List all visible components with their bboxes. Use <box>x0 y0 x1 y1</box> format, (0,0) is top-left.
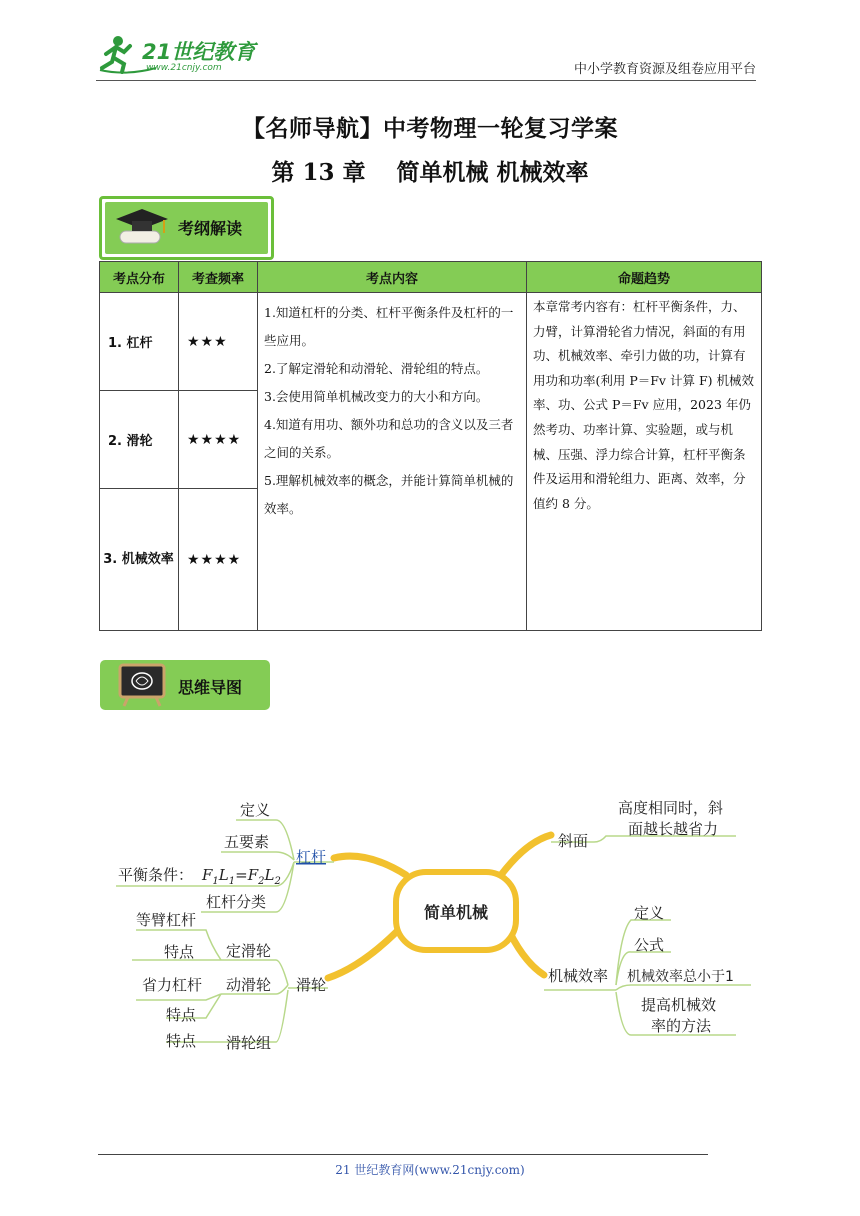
exam-outline-table <box>99 261 762 631</box>
content-item: 3.会使用简单机械改变力的大小和方向。 <box>264 389 489 404</box>
topic-cell: 2. 滑轮 <box>100 391 179 489</box>
content-cell <box>258 293 527 631</box>
logo-url: www.21cnjy.com <box>146 63 222 73</box>
branch-lever <box>334 856 406 875</box>
table-row <box>100 293 762 391</box>
trend-cell: 本章常考内容有：杠杆平衡条件，力、力臂，计算滑轮省力情况，斜面的有用功、机械效率、牵引力做的功，计算有用功和功率(利用 P＝Fv 计算 F) 机械效率、功、公式 P＝Fv 应用，2023 年仍然考功、功率计算、实验题，或与机械、压强、浮力综合计算，杠杆平衡条件及运用和滑轮组力、距离、效率，分值约 8 分。 <box>527 293 762 631</box>
logo-text: 21世纪教育 <box>142 40 256 64</box>
frequency-stars: ★★★★ <box>179 391 258 489</box>
mind-map-diagram <box>96 780 776 1080</box>
incline-line: 高度相同时，斜 <box>618 799 724 817</box>
efficiency-item-improve: 率的方法 <box>651 1017 712 1035</box>
topic-label: 3. 机械效率 <box>103 551 174 567</box>
lever-item-classification: 杠杆分类 <box>206 893 267 911</box>
pulley-sub-feature: 特点 <box>164 943 195 961</box>
topic-cell <box>100 489 179 631</box>
lever-node[interactable]: 杠杆 <box>296 848 327 866</box>
col-header: 考查频率 <box>179 262 258 293</box>
content-item: 5.理解机械效率的概念，并能计算简单机械的效率。 <box>264 473 514 516</box>
content-item: 2.了解定滑轮和动滑轮、滑轮组的特点。 <box>264 361 489 376</box>
page-title: 【名师导航】中考物理一轮复习学案 <box>242 115 618 142</box>
efficiency-item-improve: 提高机械效 <box>641 996 717 1014</box>
frequency-stars: ★★★ <box>179 293 258 391</box>
mind-map-badge <box>100 660 270 710</box>
col-header: 考点分布 <box>100 262 179 293</box>
graduation-cap-icon <box>114 205 170 249</box>
efficiency-item-formula: 公式 <box>634 936 665 954</box>
footer-divider <box>98 1154 708 1155</box>
lever-item-balance: 平衡条件： <box>118 866 194 884</box>
col-header: 考点内容 <box>258 262 527 293</box>
incline-line: 面越长越省力 <box>628 820 719 838</box>
pulley-sub-force-saving: 省力杠杆 <box>142 976 203 994</box>
chapter-title: 第 13 章 简单机械 机械效率 <box>271 159 589 186</box>
pulley-sub-feature: 特点 <box>166 1032 197 1050</box>
site-logo <box>96 32 266 76</box>
exam-outline-badge <box>99 196 274 260</box>
topic-cell: 1. 杠杆 <box>100 293 179 391</box>
blackboard-brain-icon <box>118 663 168 707</box>
incline-node: 斜面 <box>558 832 589 850</box>
pulley-item-movable: 动滑轮 <box>226 976 272 994</box>
pulley-sub-feature: 特点 <box>166 1006 197 1024</box>
exam-outline-label: 考纲解读 <box>178 219 243 238</box>
pulley-sub-equal-arm: 等臂杠杆 <box>136 911 197 929</box>
col-header: 命题趋势 <box>527 262 762 293</box>
branch-incline <box>501 835 551 875</box>
table-header-row <box>100 262 762 293</box>
pulley-item-block: 滑轮组 <box>226 1034 272 1052</box>
pulley-node: 滑轮 <box>296 976 327 994</box>
efficiency-item-less-than-one: 机械效率总小于1 <box>627 969 734 985</box>
efficiency-node: 机械效率 <box>548 967 609 985</box>
content-item: 1.知道杠杆的分类、杠杆平衡条件及杠杆的一些应用。 <box>264 305 514 348</box>
pulley-item-fixed: 定滑轮 <box>226 942 272 960</box>
lever-item-definition: 定义 <box>240 801 271 819</box>
center-label: 简单机械 <box>423 903 489 922</box>
content-item: 4.知道有用功、额外功和总功的含义以及三者之间的关系。 <box>264 417 514 460</box>
mind-map-label: 思维导图 <box>178 678 243 697</box>
footer-text: 21 世纪教育网(www.21cnjy.com) <box>335 1163 525 1177</box>
balance-formula: $F_1L_1=F_2L_2$ <box>202 866 281 887</box>
lever-item-five-elements: 五要素 <box>224 833 270 851</box>
header-platform-text: 中小学教育资源及组卷应用平台 <box>573 62 756 77</box>
header-divider <box>96 80 756 81</box>
efficiency-item-definition: 定义 <box>634 904 665 922</box>
frequency-stars: ★★★★ <box>179 489 258 631</box>
